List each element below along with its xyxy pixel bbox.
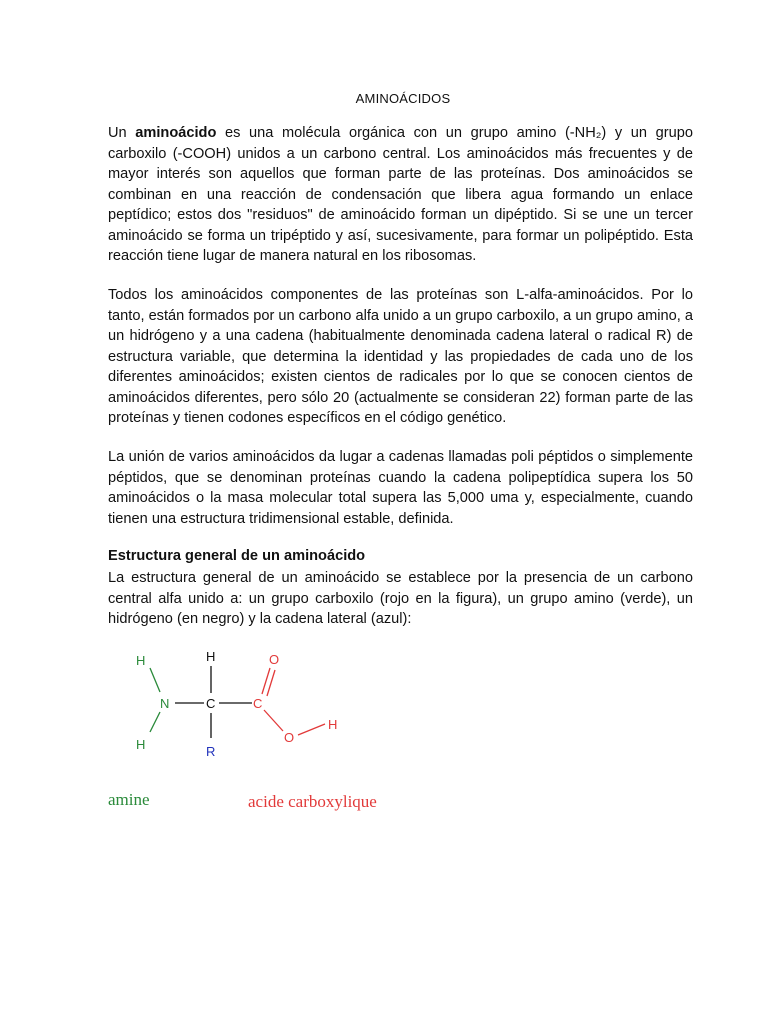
atom-o-hydroxyl: O [284,730,295,745]
section-heading: Estructura general de un aminoácido [108,548,366,564]
paragraph-intro [108,123,693,267]
bond-o-h [298,724,325,735]
paragraph-peptides: La unión de varios aminoácidos da lugar a cadenas llamadas poli péptidos o simplemente péptidos, que se denominan proteínas cuando la cadena polipeptídica supera los 50 aminoácidos o la masa molecular total supera las 5,000 uma y, especialmente, cuando tienen una estructura tridimensional estable, definida. [108,449,693,527]
atom-h-top-left: H [136,653,146,668]
atom-n: N [160,696,170,711]
amine-label: amine [108,790,150,809]
carboxylic-acid-label: acide carboxylique [248,792,377,811]
atom-h-top-center: H [206,649,216,664]
bond-h-n-bottom [150,712,160,732]
atom-o-double: O [269,652,280,667]
paragraph-intro-body: es una molécula orgánica con un grupo amino (-NH₂) y un grupo carboxilo (-COOH) unidos a un carbono central. Los aminoácidos más frecuentes y de mayor interés son aquellos que forman parte de las proteínas. Dos aminoácidos se combinan en una reacción de condensación que libera agua formando un enlace peptídico; estos dos "residuos" de aminoácido forman un dipéptido. Si se une un tercer aminoácido se forma un tripéptido y así, sucesivamente, para formar un polipéptido. Esta reacción tiene lugar de manera natural en los ribosomas. [108,125,693,264]
atom-h-bottom-left: H [136,737,146,752]
paragraph-intro-lead: Un [108,125,136,141]
page-title: AMINOÁCIDOS [355,91,451,106]
paragraph-structure: La estructura general de un aminoácido se establece por la presencia de un carbono central alfa unido a: un grupo carboxilo (rojo en la figura), un grupo amino (verde), un hidrógeno (en negro) y la cadena lateral (azul): [108,570,693,627]
atom-c-carboxyl: C [253,696,263,711]
paragraph-intro-bold-term: aminoácido [135,125,217,141]
atom-r: R [206,744,216,759]
paragraph-alpha-amino: Todos los aminoácidos componentes de las proteínas son L-alfa-aminoácidos. Por lo tanto, están formados por un carbono alfa unido a un grupo carboxilo, a un grupo amino, a un hidrógeno y a una cadena (habitualmente denominada cadena lateral o radical R) de estructura variable, que determina la identidad y las propiedades de cada uno de los diferentes aminoácidos; existen cientos de radicales por lo que se conocen cientos de aminoácidos diferentes, pero sólo 20 (actualmente se consideran 22) forman parte de las proteínas y tienen codones específicos en el código genético. [108,287,693,426]
bond-c-o-single [264,710,283,731]
atom-c-alpha: C [206,696,216,711]
atom-h-hydroxyl: H [328,717,338,732]
bond-h-n-top [150,668,160,692]
